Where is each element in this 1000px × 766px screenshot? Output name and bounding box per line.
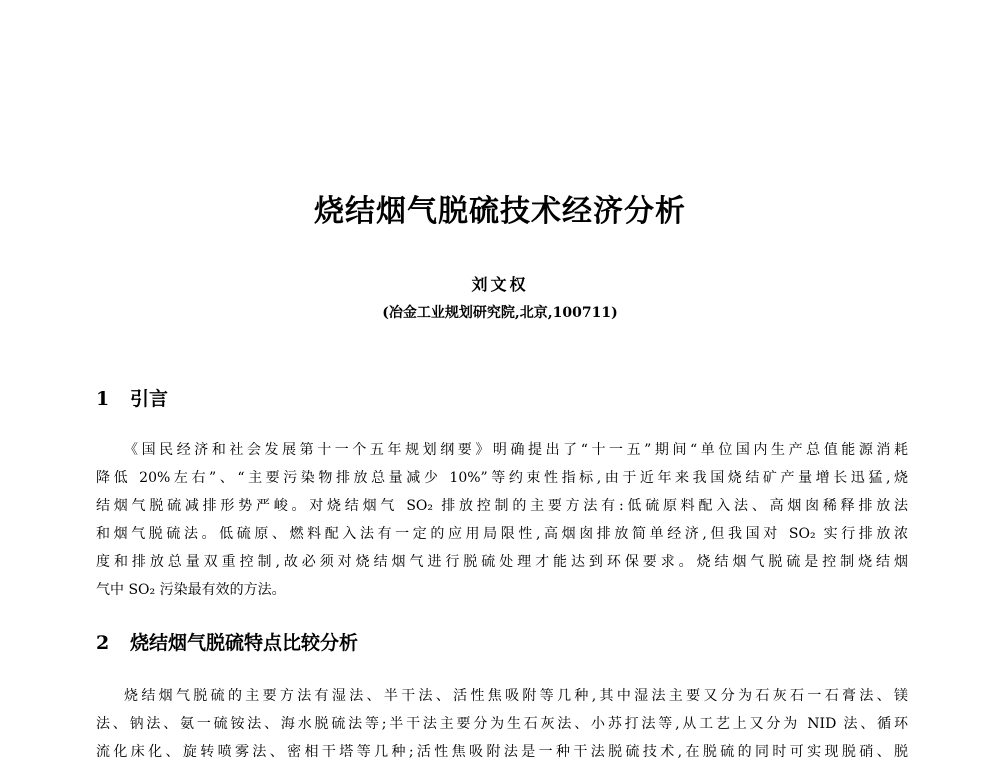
section-title: 引言 — [130, 388, 169, 410]
section-heading-introduction — [96, 384, 168, 411]
paragraph-line: 降低 20%左右”、“主要污染物排放总量减少 10%”等约束性指标,由于近年来我国烧结矿产量增长迅猛,烧 — [96, 470, 908, 486]
paragraph-line: 结烟气脱硫减排形势严峻。对烧结烟气 SO₂ 排放控制的主要方法有:低硫原料配入法、高烟囱稀释排放法 — [96, 498, 908, 514]
section-paragraph-desulfurization-comparison — [96, 682, 908, 766]
paragraph-line: 度和排放总量双重控制,故必须对烧结烟气进行脱硫处理才能达到环保要求。烧结烟气脱硫是控制烧结烟 — [96, 554, 908, 570]
author-name: 刘文权 — [471, 275, 529, 294]
section-paragraph-introduction — [96, 436, 908, 604]
paper-title: 烧结烟气脱硫技术经济分析 — [314, 194, 686, 229]
section-title: 烧结烟气脱硫特点比较分析 — [130, 632, 359, 654]
paragraph-line: 法、钠法、氨一硫铵法、海水脱硫法等;半干法主要分为生石灰法、小苏打法等,从工艺上又分为 NID 法、循环 — [96, 716, 908, 732]
paragraph-line: 气中 SO₂ 污染最有效的方法。 — [96, 582, 286, 598]
section-heading-desulfurization-comparison — [96, 628, 358, 655]
paragraph-line: 流化床化、旋转喷雾法、密相干塔等几种;活性焦吸附法是一种干法脱硫技术,在脱硫的同时可实现脱硝、脱 — [96, 744, 908, 760]
author-affiliation: (冶金工业规划研究院,北京,100711) — [382, 305, 618, 321]
paragraph-line: 烧结烟气脱硫的主要方法有湿法、半干法、活性焦吸附等几种,其中湿法主要又分为石灰石一石膏法、镁 — [124, 688, 908, 704]
paragraph-line: 和烟气脱硫法。低硫原、燃料配入法有一定的应用局限性,高烟囱排放简单经济,但我国对 SO₂ 实行排放浓 — [96, 526, 908, 542]
section-number: 1 — [96, 388, 110, 410]
section-number: 2 — [96, 632, 110, 654]
paragraph-line: 《国民经济和社会发展第十一个五年规划纲要》明确提出了“十一五”期间“单位国内生产总值能源消耗 — [124, 442, 908, 458]
